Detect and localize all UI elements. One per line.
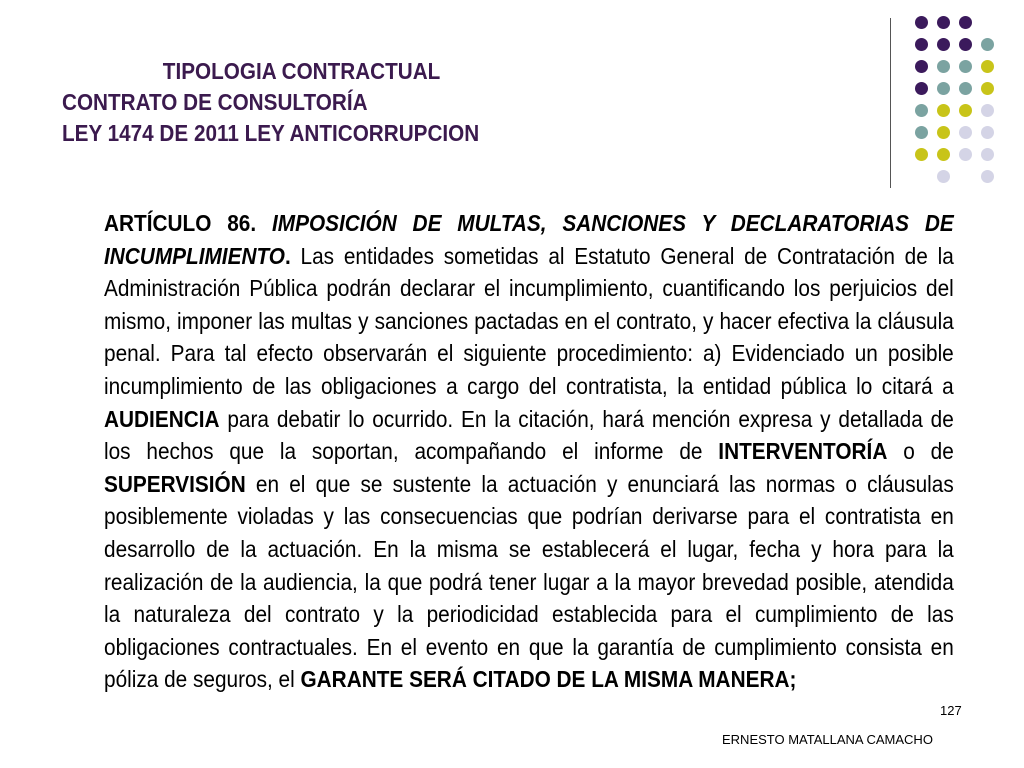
decorative-dot	[915, 126, 928, 139]
decorative-dot	[959, 82, 972, 95]
decorative-dot	[937, 82, 950, 95]
article-heading-period: .	[284, 242, 291, 269]
decorative-dot	[981, 170, 994, 183]
decorative-dot	[937, 104, 950, 117]
title-line-tipologia: TIPOLOGIA CONTRACTUAL	[162, 58, 441, 84]
decorative-dot	[937, 148, 950, 161]
decorative-dot	[981, 126, 994, 139]
title-line-contrato: CONTRATO DE CONSULTORÍA	[62, 89, 368, 115]
article-text-part-2: para debatir lo ocurrido. En la citación, hará mención expresa y detallada de los hechos que la soportan, acompañando el informe de	[104, 405, 954, 465]
decorative-dot	[981, 148, 994, 161]
decorative-dot	[915, 60, 928, 73]
decorative-dot	[915, 148, 928, 161]
decorative-dot	[959, 16, 972, 29]
article-heading: IMPOSICIÓN DE MULTAS, SANCIONES Y DECLARATORIAS DE INCUMPLIMIENTO	[104, 210, 954, 269]
decorative-dot	[915, 16, 928, 29]
decorative-dot	[981, 82, 994, 95]
decorative-dot	[959, 148, 972, 161]
article-body	[104, 207, 954, 696]
slide-title	[62, 56, 782, 149]
title-line-ley: LEY 1474 DE 2011 LEY ANTICORRUPCION	[62, 120, 480, 146]
keyword-interventoria: INTERVENTORÍA	[718, 438, 888, 465]
decorative-dot	[959, 60, 972, 73]
decorative-dot-grid	[905, 14, 1015, 174]
decorative-dot	[959, 38, 972, 51]
keyword-supervision: SUPERVISIÓN	[104, 470, 246, 497]
article-text-part-3: o de	[887, 438, 954, 465]
decorative-dot	[981, 60, 994, 73]
decorative-dot	[937, 170, 950, 183]
decorative-dot	[915, 82, 928, 95]
decorative-dot	[937, 60, 950, 73]
article-text-part-1: Las entidades sometidas al Estatuto General de Contratación de la Administración Pública podrán declarar el incumplimiento, cuantificando los perjuicios del mismo, imponer las multas y sanciones pactadas en el contrato, y hacer efectiva la cláusula penal. Para tal efecto observarán el siguiente procedimiento: a) Evidenciado un posible incumplimiento de las obligaciones a cargo del contratista, la entidad pública lo citará a	[104, 242, 954, 399]
article-label: ARTÍCULO 86.	[104, 210, 257, 236]
decorative-dot	[959, 126, 972, 139]
author-name: ERNESTO MATALLANA CAMACHO	[722, 732, 933, 747]
decorative-dot	[915, 38, 928, 51]
keyword-audiencia: AUDIENCIA	[104, 405, 220, 432]
decorative-dot	[937, 16, 950, 29]
decorative-dot	[915, 104, 928, 117]
keyword-garante: GARANTE SERÁ CITADO DE LA MISMA MANERA;	[300, 666, 797, 693]
page-number: 127	[940, 703, 962, 718]
decorative-dot	[981, 38, 994, 51]
decorative-dot	[959, 104, 972, 117]
decorative-dot	[937, 38, 950, 51]
decorative-dot	[937, 126, 950, 139]
decorative-dot	[981, 104, 994, 117]
article-text-part-4: en el que se sustente la actuación y enunciará las normas o cláusulas posiblemente violadas y las consecuencias que podrían derivarse para el contratista en desarrollo de la actuación. En la misma se establecerá el lugar, fecha y hora para la realización de la audiencia, la que podrá tener lugar a la mayor brevedad posible, atendida la naturaleza del contrato y la periodicidad establecida para el cumplimiento de las obligaciones contractuales. En el evento en que la garantía de cumplimiento consista en póliza de seguros, el	[104, 470, 954, 693]
vertical-divider	[890, 18, 891, 188]
